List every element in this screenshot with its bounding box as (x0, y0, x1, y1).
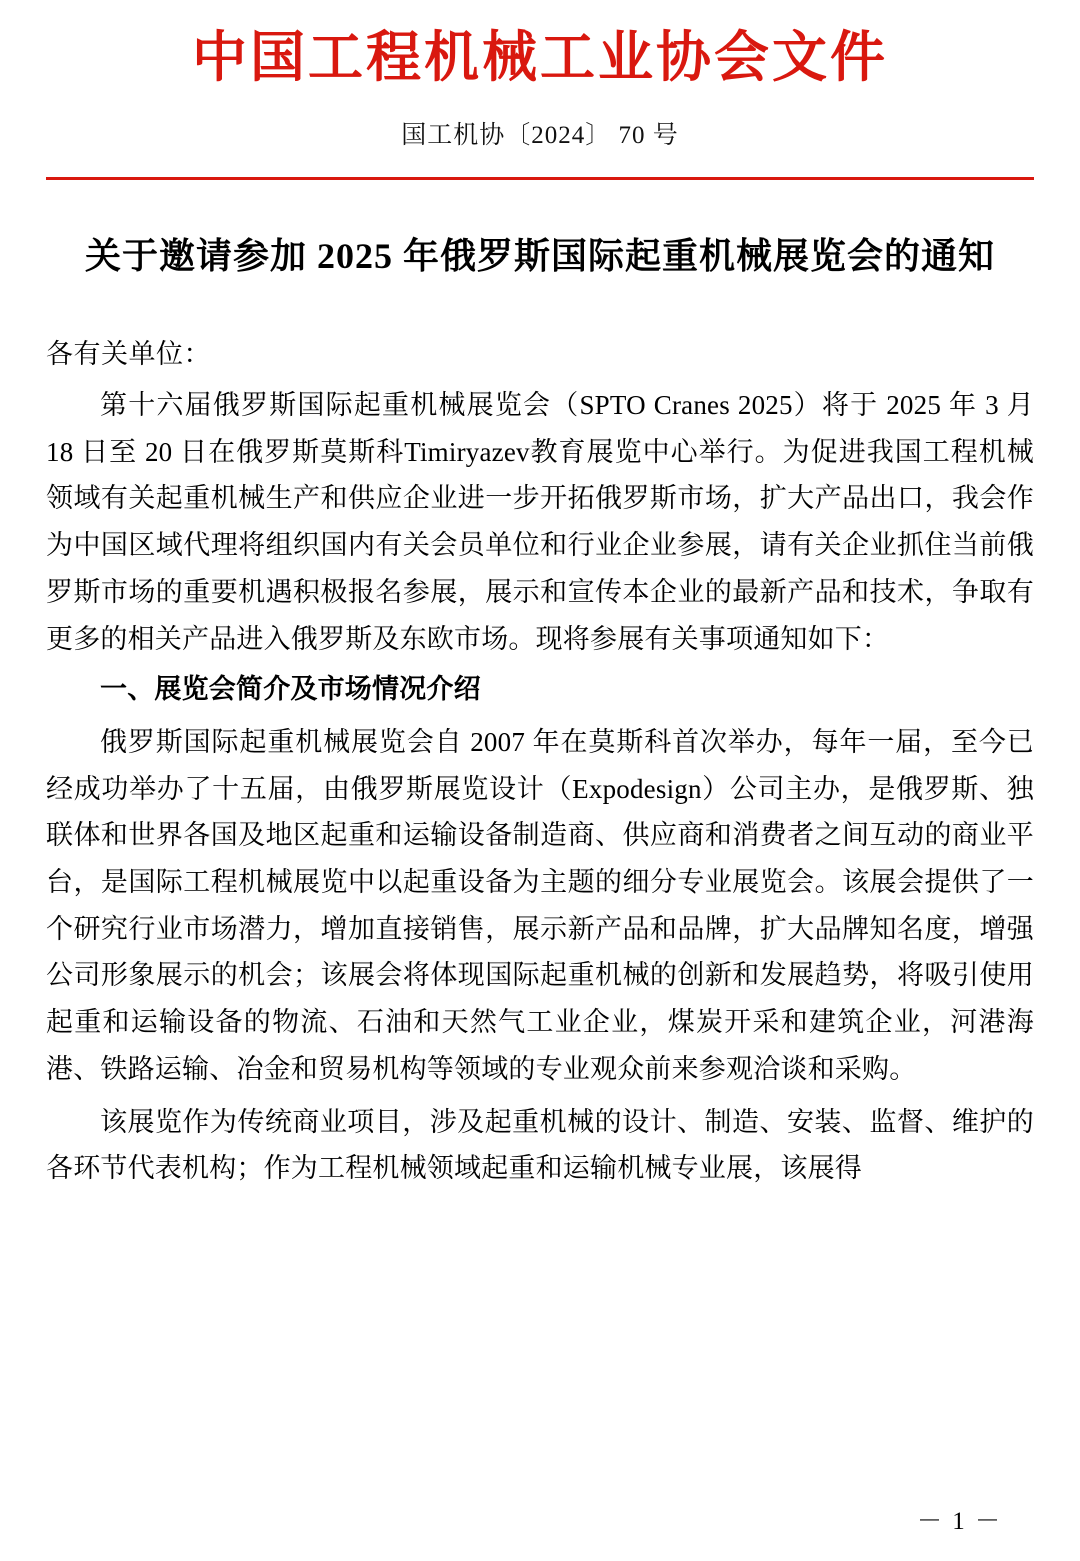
paragraph-section-one-b: 该展览作为传统商业项目，涉及起重机械的设计、制造、安装、监督、维护的各环节代表机构；作为工程机械领域起重和运输机械专业展，该展得 (46, 1106, 1034, 1184)
red-divider-rule (46, 177, 1034, 180)
paragraph-intro: 第十六届俄罗斯国际起重机械展览会（SPTO Cranes 2025）将于 2025 年 3 月 18 日至 20 日在俄罗斯莫斯科Timiryazev教育展览中心举行。为促进我国工程机械领域有关起重机械生产和供应企业进一步开拓俄罗斯市场，扩大产品出口，我会作为中国区域代理将组织国内有关会员单位和行业企业参展，请有关企业抓住当前俄罗斯市场的重要机遇积极报名参展，展示和宣传本企业的最新产品和技术，争取有更多的相关产品进入俄罗斯及东欧市场。现将参展有关事项通知如下： (46, 390, 1034, 654)
salutation: 各有关单位： (46, 338, 211, 369)
letterhead (46, 0, 1034, 151)
document-number: 国工机协〔2024〕 70 号 (401, 122, 679, 150)
page-title: 关于邀请参加 2025 年俄罗斯国际起重机械展览会的通知 (84, 236, 995, 277)
paragraph-section-one-a: 俄罗斯国际起重机械展览会自 2007 年在莫斯科首次举办，每年一届，至今已经成功举办了十五届，由俄罗斯展览设计（Expodesign）公司主办，是俄罗斯、独联体和世界各国及地区起重和运输设备制造商、供应商和消费者之间互动的商业平台，是国际工程机械展览中以起重设备为主题的细分专业展览会。该展会提供了一个研究行业市场潜力，增加直接销售，展示新产品和品牌，扩大品牌知名度，增强公司形象展示的机会；该展会将体现国际起重机械的创新和发展趋势，将吸引使用起重和运输设备的物流、石油和天然气工业企业，煤炭开采和建筑企业，河港海港、铁路运输、冶金和贸易机构等领域的专业观众前来参观洽谈和采购。 (46, 726, 1034, 1084)
page-number: － 1 － (916, 1508, 1002, 1535)
organization-title: 中国工程机械工业协会文件 (191, 27, 888, 88)
section-heading-one: 一、展览会简介及市场情况介绍 (100, 674, 481, 705)
